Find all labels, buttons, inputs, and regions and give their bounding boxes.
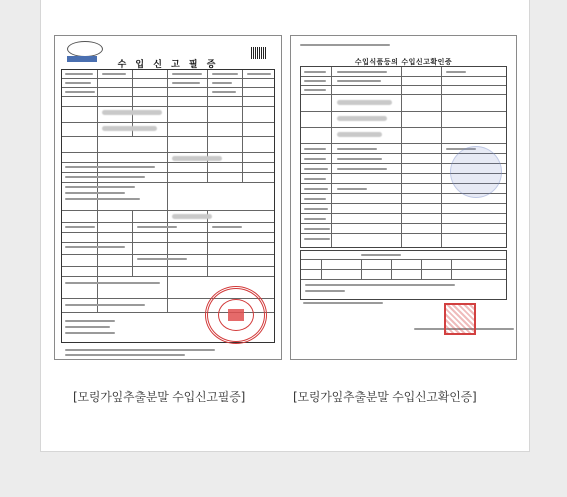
- import-confirmation-document: [290, 35, 517, 360]
- customs-logo: [67, 41, 103, 57]
- caption-import-confirmation: [모링가잎추출분말 수입신고확인증]: [293, 390, 477, 404]
- certificate-card: [40, 0, 530, 452]
- document-title: 수 입 신 고 필 증: [117, 60, 219, 70]
- official-seal: [444, 303, 476, 335]
- import-declaration-document: [54, 35, 282, 360]
- document-title: 수입식품등의 수입신고확인증: [354, 58, 453, 66]
- watermark-seal: [450, 146, 502, 198]
- caption-import-declaration: [모링가잎추출분말 수입신고필증]: [73, 390, 246, 404]
- footer-text: [291, 326, 516, 331]
- inspection-table: [300, 250, 507, 300]
- customs-stamp: [205, 286, 267, 344]
